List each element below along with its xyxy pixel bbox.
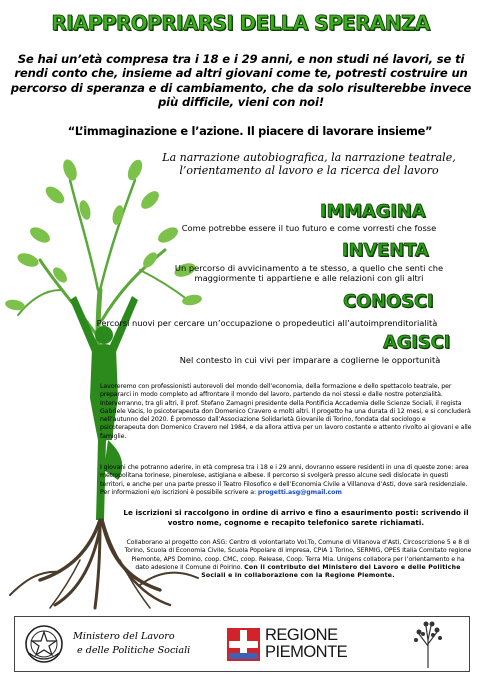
intro-paragraph: Se hai un’età compresa tra i 18 e i 29 anni, e non studi né lavori, se ti rendi conto che, insieme ad altri giovani come te, potresti costruire un percorso di speranza e di cambiamento, che da solo risulterebbe invece più difficile, vieni con noi! (10, 52, 472, 109)
quote-line: “L’immaginazione e l’azione. Il piacere di lavorare insieme” (67, 124, 433, 138)
keyword-immagina: IMMAGINA (320, 201, 426, 222)
keyword-agisci: AGISCI (383, 332, 451, 353)
regione-piemonte-logo-text (265, 627, 347, 661)
sponsor-logos-bar (14, 616, 470, 672)
poster-title: RIAPPROPRIARSI DELLA SPERANZA (51, 11, 430, 35)
regione-piemonte-flag-icon (227, 628, 260, 661)
project-description: Lavoreremo con professionisti autorevoli del mondo dell’economia, della formazione e dello spettacolo teatrale, per prepararci in modo completo ad affrontare il mondo del lavoro, partendo da noi stessi e dalle nostre potenzialità. Interverranno, tra gli altri, il prof. Stefano Zamagni presidente della Pontificia Accademia delle Scienze Sociali, il regista Gabriele Vacis, lo psicoterapeuta don Domenico Cravero e molti altri. Il progetto ha una durata di 12 mesi, e si concluderà nell’autunno del 2020. È promosso dall’Associazione Solidarietà Giovanile di Torino, fondata dal sociologo e psicoterapeuta don Domenico Cravero nel 1984, e da allora attiva per un lavoro costante e attento rivolto ai giovani e alle famiglie. (100, 383, 472, 440)
agisci-text: Nel contesto in cui vivi per imparare a coglierne le opportunità (179, 355, 441, 365)
keyword-inventa: INVENTA (342, 240, 429, 261)
keyword-conosci: CONOSCI (343, 291, 434, 312)
collaborators-paragraph (124, 539, 472, 580)
region-line-2: PIEMONTE (265, 643, 348, 661)
immagina-text: Come potrebbe essere il tuo futuro e come vorresti che fosse (181, 223, 437, 233)
collaborators-text: Collaborano al progetto con ASG: Centro di volontariato Vol.To, Comune di Villanova d’Asti, Circoscrizione 5 e 8 di Torino, Scuola di Economia Civile, Scuola Popolare di impresa, CPIA 1 Torino, SERMIG, OPES Italia Comitato regione Piemonte, APS Domino, coop. CMC, coop. Release, Coop. Terra Mia. Unigens collabora per l’orientamento e ha dato adesione il Comune di Poirino. (124, 539, 472, 571)
ministry-line-2: e delle Politiche Sociali (77, 644, 191, 656)
ministry-logo-text (73, 630, 190, 657)
eligibility-paragraph (100, 464, 472, 497)
contact-email-link[interactable]: progetti.asg@gmail.com (257, 488, 342, 496)
tree-logo-icon (410, 620, 446, 670)
narration-subtitle: La narrazione autobiografica, la narrazione teatrale, l’orientamento al lavoro e la ricerca del lavoro (162, 151, 456, 177)
registration-notice: Le iscrizioni si raccolgono in ordine di arrivo e fino a esaurimento posti: scrivendo il vostro nome, cognome e recapito telefonico sarete richiamati. (123, 508, 469, 527)
contribution-text: Con il contributo del Ministero del Lavoro e delle Politiche Sociali e in collaborazione con la Regione Piemonte. (201, 563, 461, 580)
region-line-1: REGIONE (265, 626, 338, 644)
conosci-text: Percorsi nuovi per cercare un’occupazione o propedeutici all’autoimprenditorialità (96, 318, 438, 328)
inventa-text: Un percorso di avvicinamento a te stesso, a quello che senti che maggiormente ti appartiene e alle relazioni con gli altri (174, 263, 444, 284)
eligibility-text: I giovani che potranno aderire, in età compresa tra i 18 e i 29 anni, dovranno essere residenti in una di queste zone: area metropolitana torinese, pinerolese, astigiana e albese. Il percorso si svolgerà presso alcune sedi dislocate in questi territori, e anche per una parte presso il Teatro Filosofico e dell’Economia Civile a Villanova d’Asti, dove sarà residenziale. Per informazioni e/o iscrizioni è possibile scrivere a: (100, 464, 469, 496)
italian-republic-emblem-icon (23, 623, 65, 665)
ministry-line-1: Ministero del Lavoro (73, 631, 175, 642)
